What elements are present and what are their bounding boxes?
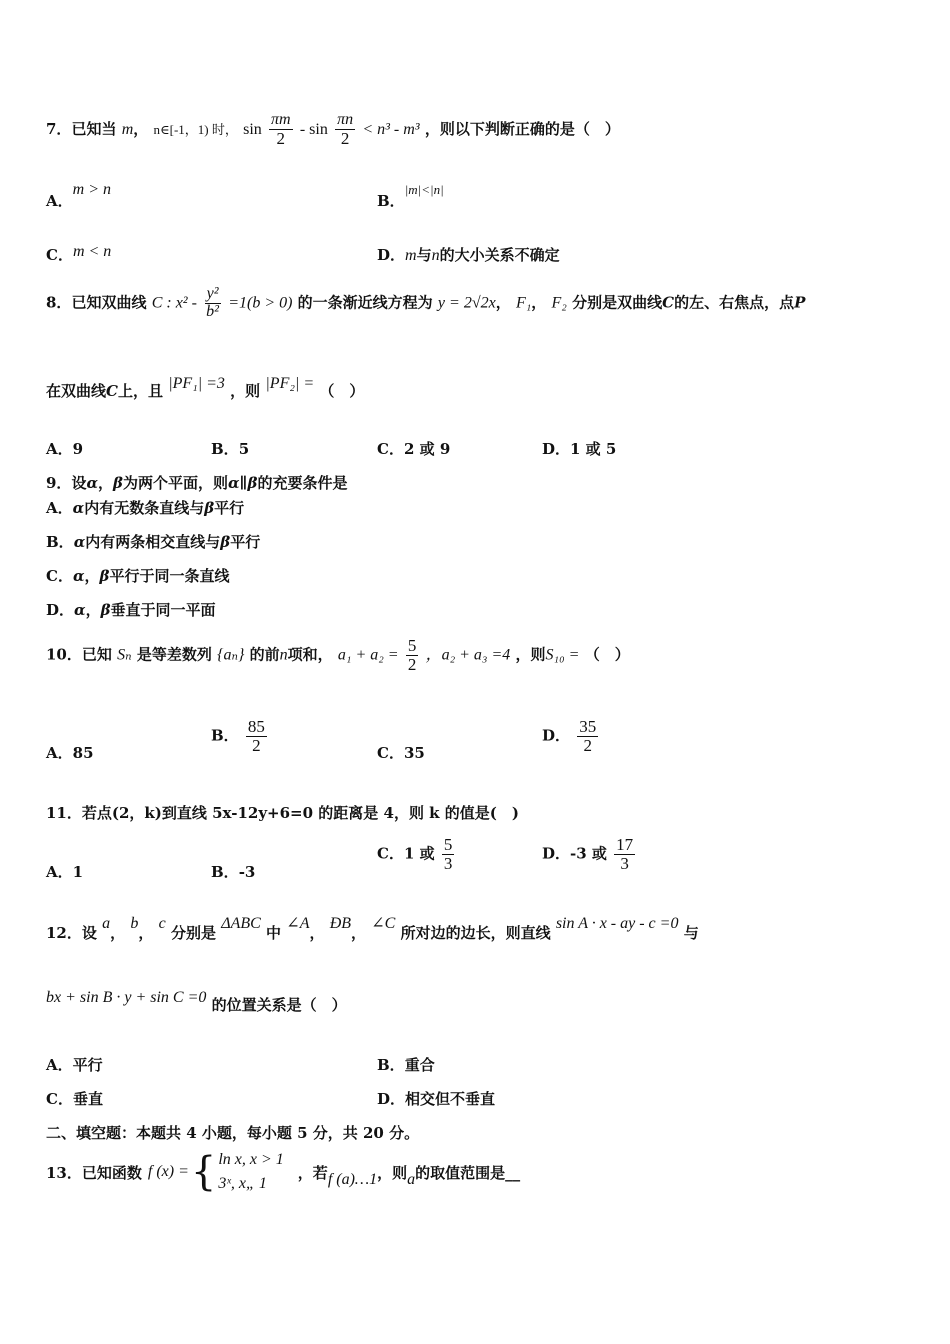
q7-frac1: $\frac{\pi m}{2}$ <box>271 111 291 148</box>
q11-option-d-frac: $\frac{17}{3}$ <box>616 835 634 873</box>
q8-option-c: C．2 或 9 <box>377 440 451 458</box>
q12-option-b: B．重合 <box>377 1056 435 1074</box>
q7-option-d: D．m与n的大小关系不确定 <box>377 246 560 264</box>
q7-option-c: C．m < n <box>46 243 112 264</box>
q11-stem: 11．若点(2，k)到直线 5x-12y+6=0 的距离是 4，则 k 的值是( ) <box>46 804 519 822</box>
q8-frac: $\frac{\text{y²}}{\text{b²}}$ <box>206 285 219 320</box>
q8-option-b: B．5 <box>211 440 250 458</box>
q8-option-d: D．1 或 5 <box>542 440 617 458</box>
q9-option-c: C．α，β平行于同一条直线 <box>46 567 230 585</box>
q9-option-a: A．α内有无数条直线与β平行 <box>46 499 245 517</box>
q12-option-c: C．垂直 <box>46 1090 103 1108</box>
q10-option-d-frac: $\frac{35}{2}$ <box>579 717 597 755</box>
q9-stem: 9．设α，β为两个平面，则α∥β的充要条件是 <box>46 474 348 492</box>
q8-stem: 8．已知双曲线 C : x² - $\frac{\text{y²}}{\text{b²}}$ =1(b > 0) 的一条渐近线方程为 y = 2√2x， F₁， F₂ 分别是双曲线C的左、右焦点，点P <box>46 285 806 320</box>
q12-option-d: D．相交但不垂直 <box>377 1090 496 1108</box>
q10-frac: $\frac{5}{2}$ <box>407 636 417 674</box>
q10-option-b: B． $\frac{85}{2}$ <box>211 717 265 755</box>
q12-option-a: A．平行 <box>46 1056 103 1074</box>
q10-option-c: C．35 <box>377 744 425 762</box>
q11-option-b: B．-3 <box>211 863 256 881</box>
q12-stem: 12．设 a， b， c 分别是 ΔABC 中 ∠A， ÐB， ∠C 所对边的边长，则直线 sin A · x - ay - c =0 与 <box>46 915 699 942</box>
q11-option-c: C．1 或 $\frac{5}{3}$ <box>377 835 453 873</box>
q9-option-d: D．α，β垂直于同一平面 <box>46 601 216 619</box>
piecewise-brace: { <box>190 1149 217 1195</box>
q7-stem: 7．已知当 m， n∈[-1，1) 时， sin $\frac{\pi m}{2}$ - sin $\frac{\pi n}{2}$ < n³ - m³ ，则以下判断正确的是（ ） <box>46 111 620 148</box>
q10-option-b-frac: $\frac{85}{2}$ <box>247 717 265 755</box>
q9-option-b: B．α内有两条相交直线与β平行 <box>46 533 261 551</box>
q10-option-d: D． $\frac{35}{2}$ <box>542 717 597 755</box>
q11-option-c-frac: $\frac{5}{3}$ <box>443 835 453 873</box>
q11-option-d: D．-3 或 $\frac{17}{3}$ <box>542 835 634 873</box>
section-title: 二、填空题：本题共 4 小题，每小题 5 分，共 20 分。 <box>46 1124 420 1142</box>
q7-frac2: $\frac{\pi n}{2}$ <box>337 111 354 148</box>
q7-option-a: A．m > n <box>46 181 111 210</box>
q11-option-a: A．1 <box>46 863 84 881</box>
q12-stem-line2: bx + sin B · y + sin C =0 的位置关系是（ ） <box>46 989 347 1014</box>
q10-option-a: A．85 <box>46 744 94 762</box>
q10-stem: 10．已知 Sₙ 是等差数列 {aₙ} 的前n项和， a₁ + a₂ = $\frac{5}{2}$ ，a₂ + a₃ =4 ，则S₁₀ = （ ） <box>46 636 630 674</box>
q8-stem-line2: 在双曲线C上，且 |PF₁| =3 ，则 |PF₂| = （ ） <box>46 375 365 400</box>
q8-option-a: A．9 <box>46 440 84 458</box>
q13-stem: 13． 已知函数 f (x) = { ln x, x > 1 3ˣ, x„ 1 ，若 f (a)…1 ，则 a 的取值范围是__ <box>46 1149 521 1195</box>
q7-option-b: B．|m|<|n| <box>377 182 444 210</box>
